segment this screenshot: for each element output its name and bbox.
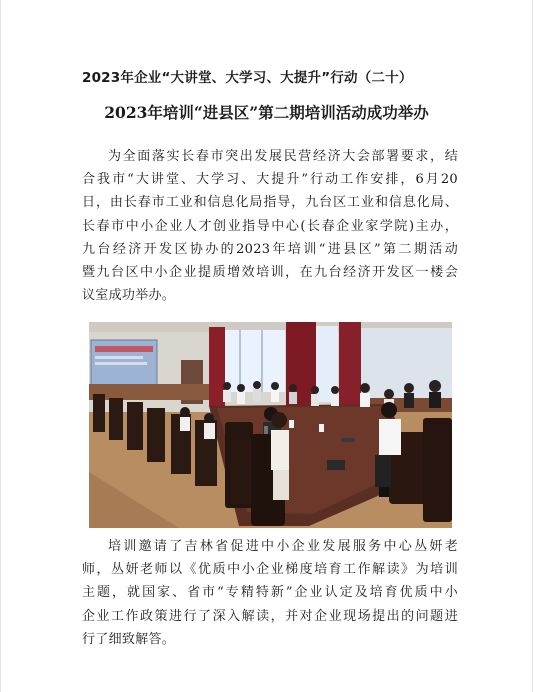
- paragraph-line: 暨九台区中小企业提质增效培训，在九台经济开发区一楼会: [82, 265, 458, 281]
- intro-paragraph: [82, 145, 458, 307]
- paragraph-line: 企业工作政策进行了深入解读，并对企业现场提出的问题进: [82, 608, 458, 624]
- paragraph-line: 九台经济开发区协办的2023年培训“进县区”第二期活动: [82, 241, 458, 257]
- body-paragraph: [82, 535, 458, 651]
- photo-curtain-right: [339, 322, 361, 414]
- paragraph-line: 为全面落实长春市突出发展民营经济大会部署要求，结: [108, 149, 458, 164]
- photo-curtain-left: [209, 327, 225, 407]
- paragraph-line: 日，由长春市工业和信息化局指导，九台区工业和信息化局、: [82, 195, 458, 211]
- photo-chair: [423, 418, 452, 522]
- paragraph-line: 合我市“大讲堂、大学习、大提升”行动工作安排，6月20: [82, 172, 458, 188]
- paragraph-line: 师，丛妍老师以《优质中小企业梯度培育工作解读》为培训: [82, 562, 458, 578]
- paragraph-line: 主题，就国家、省市“专精特新”企业认定及培育优质中小: [82, 585, 458, 601]
- series-title: 2023年企业“大讲堂、大学习、大提升”行动（二十）: [82, 70, 413, 86]
- page-title: 2023年培训“进县区”第二期培训活动成功举办: [104, 103, 429, 122]
- paragraph-line: 培训邀请了吉林省促进中小企业发展服务中心丛妍老: [108, 539, 458, 554]
- paragraph-line: 长春市中小企业人才创业指导中心(长春企业家学院)主办，: [82, 218, 458, 234]
- paragraph-line: 议室成功举办。: [82, 288, 176, 304]
- training-photo: [89, 322, 452, 528]
- paragraph-line: 行了细致解答。: [82, 631, 176, 647]
